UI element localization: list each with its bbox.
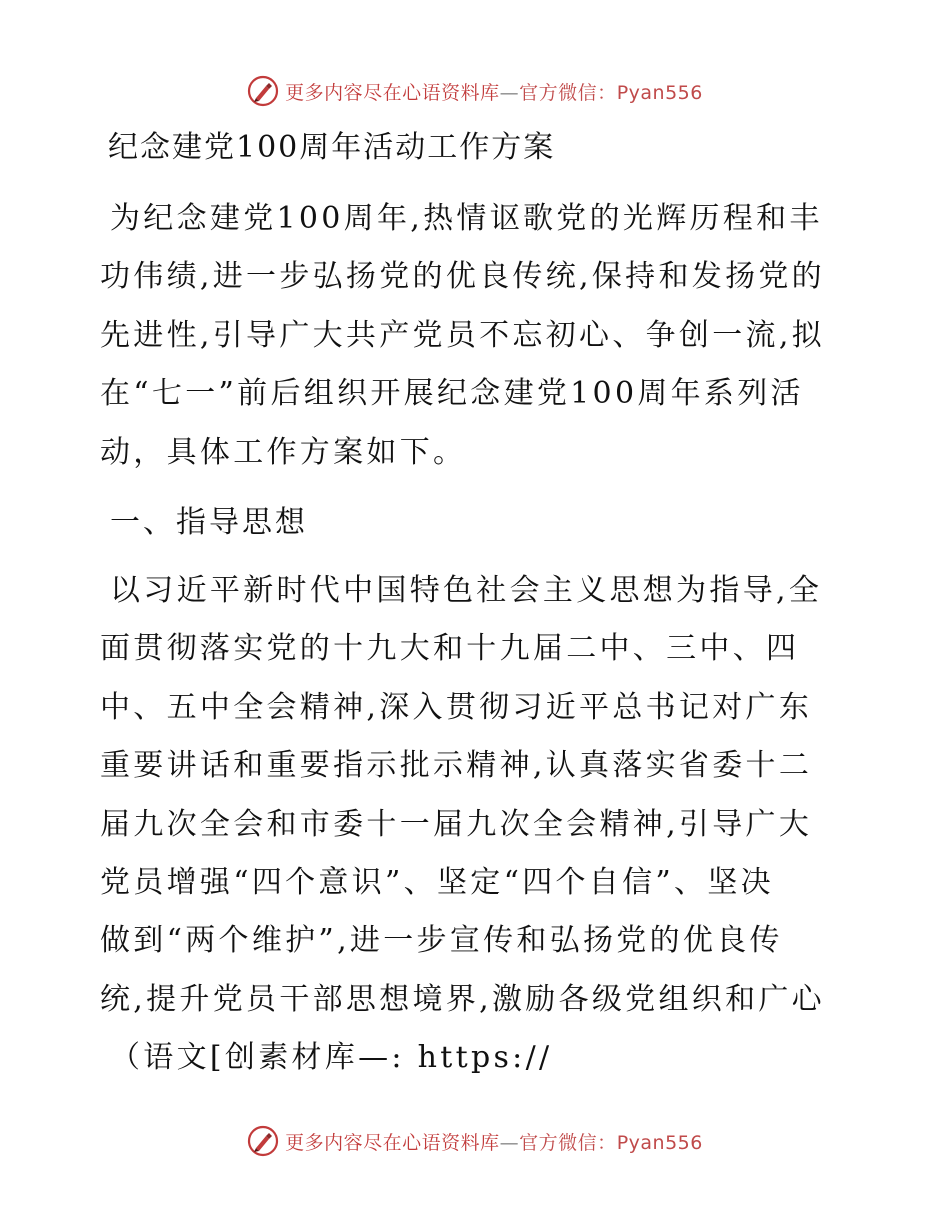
section1-line: 做到“两个维护”,进一步宣传和弘扬党的优良传 — [100, 923, 783, 959]
section1-paragraph — [100, 562, 860, 1088]
watermark-text — [285, 1128, 703, 1155]
section1-line: 以习近平新时代中国特色社会主义思想为指导,全 — [110, 572, 823, 608]
document-body — [100, 120, 860, 1087]
intro-line: 功伟绩,进一步弘扬党的优良传统,保持和发扬党的 — [100, 259, 825, 295]
footer-watermark — [0, 1124, 950, 1158]
section1-line: 重要讲话和重要指示批示精神,认真落实省委十二 — [100, 748, 813, 784]
watermark-wechat-id: Pyan556 — [616, 81, 703, 104]
watermark-site-text: 更多内容尽在心语资料库 — [285, 81, 500, 104]
watermark-separator: — — [499, 81, 520, 104]
watermark-text — [285, 78, 703, 105]
intro-paragraph — [100, 190, 860, 482]
watermark-wechat-id: Pyan556 — [616, 1131, 703, 1154]
watermark-wechat-label: 官方微信： — [519, 81, 617, 104]
watermark-separator: — — [499, 1131, 520, 1154]
intro-line: 在“七一”前后组织开展纪念建党100周年系列活 — [100, 376, 804, 412]
pen-logo-icon — [247, 75, 279, 107]
watermark-wechat-label: 官方微信： — [519, 1131, 617, 1154]
section1-line: 面贯彻落实党的十九大和十九届二中、三中、四 — [100, 631, 800, 667]
section-heading: 一、指导思想 — [110, 504, 308, 540]
section1-line: 届九次全会和市委十一届九次全会精神,引导广大 — [100, 806, 813, 842]
intro-line: 为纪念建党100周年,热情讴歌党的光辉历程和丰 — [110, 201, 823, 236]
section1-line: 中、五中全会精神,深入贯彻习近平总书记对广东 — [100, 689, 813, 725]
section1-line: 党员增强“四个意识”、坚定“四个自信”、坚决 — [100, 864, 774, 900]
header-watermark — [0, 74, 950, 108]
watermark-site-text: 更多内容尽在心语资料库 — [285, 1131, 500, 1154]
section1-line: （语文[创素材库—: https:// — [110, 1040, 553, 1076]
intro-line: 动，具体工作方案如下。 — [100, 434, 467, 470]
intro-line: 先进性,引导广大共产党员不忘初心、争创一流,拟 — [100, 317, 825, 353]
document-title: 纪念建党100周年活动工作方案 — [108, 130, 556, 165]
pen-logo-icon — [247, 1125, 279, 1157]
section1-line: 统,提升党员干部思想境界,激励各级党组织和广心 — [100, 981, 825, 1017]
